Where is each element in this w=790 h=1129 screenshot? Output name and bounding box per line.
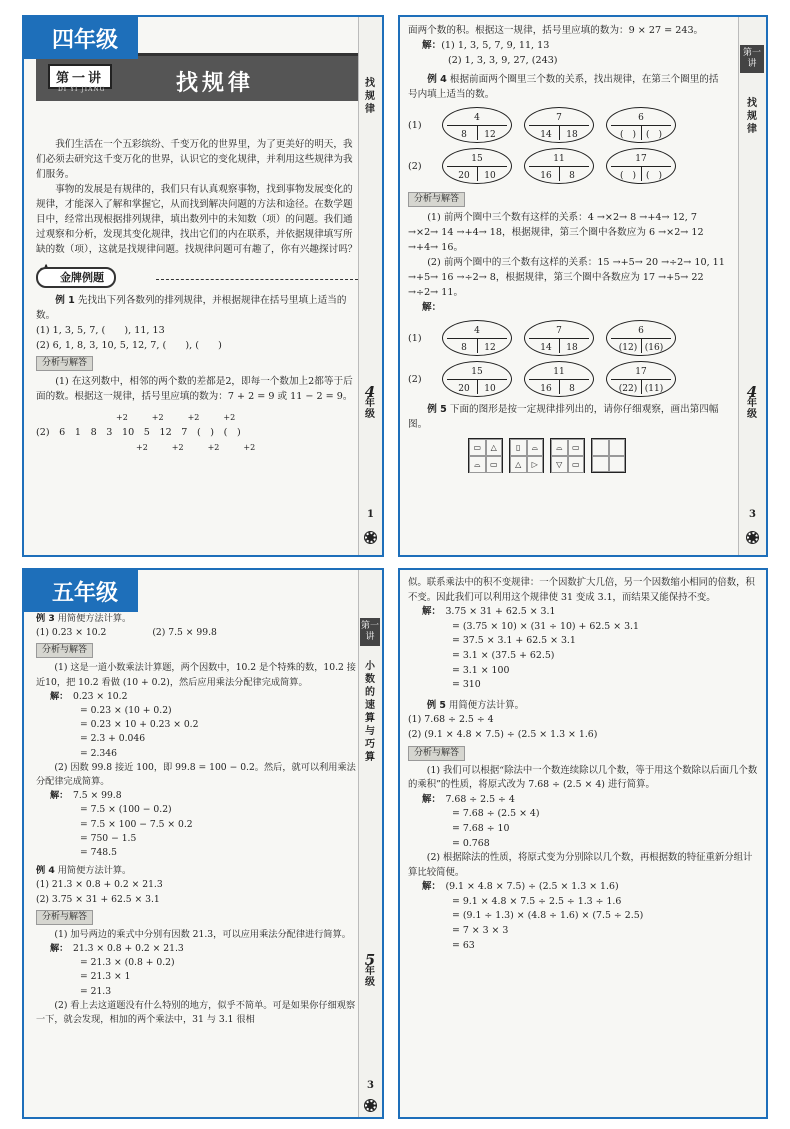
solution-step: = (9.1 ÷ 1.3) × (4.8 ÷ 1.6) × (7.5 ÷ 2.5): [452, 910, 644, 922]
solution-label: 解：: [422, 881, 446, 893]
grade-mark-label: 年级: [747, 398, 757, 420]
lecture-pinyin: DI YI JIANG: [58, 86, 106, 93]
oval-value: 11: [553, 154, 565, 164]
solution-step: = 37.5 × 3.1 + 62.5 × 3.1: [452, 635, 576, 647]
analysis-tag: 分析与解答: [36, 643, 93, 658]
oval-value: 16: [540, 171, 552, 181]
oval-value: 15: [471, 154, 483, 164]
solution-step: = 2.346: [80, 747, 117, 759]
solution-label: 解：: [422, 793, 446, 805]
example-label: 例 5: [426, 699, 446, 711]
grade-mark: [362, 951, 378, 988]
oval-value: 16: [540, 384, 552, 394]
question: (1) 7.68 ÷ 2.5 ÷ 4: [408, 714, 494, 726]
solution-step: = (3.75 × 10) × (31 ÷ 10) + 62.5 × 3.1: [452, 620, 639, 632]
oval-value: (22): [618, 384, 638, 394]
oval-value: 11: [553, 367, 565, 377]
solution-block: [408, 605, 758, 693]
text-paragraph: 似。联系乘法中的积不变规律：一个因数扩大几倍，另一个因数缩小相同的倍数，积不变。因此我们可以利用这个规律使 31 变成 3.1，而结果又能保持不变。: [408, 577, 755, 603]
answer-paragraph: (2) 前两个圈中的三个数有这样的关系：15 →+5→ 20 →÷2→ 10, 11 →+5→ 16 →÷2→ 8，根据规律，第三个圈中各数应为 17 →+5→ 22 →÷2→ 11。: [408, 257, 725, 298]
number-oval: [606, 148, 676, 184]
side-strip: [738, 17, 766, 555]
oval-value: 20: [458, 384, 470, 394]
oval-row: [408, 361, 726, 397]
gear-icon: [747, 532, 758, 543]
oval-value: 7: [556, 113, 562, 123]
page-body: [36, 137, 358, 461]
page-number: 3: [749, 509, 756, 520]
oval-value: 8: [461, 343, 467, 353]
pattern-box: ▯ ⌓ △ ▷: [509, 438, 544, 473]
number-oval: [442, 361, 512, 397]
page-panel-grade4-p3: [398, 15, 768, 557]
text-line: (1) 1, 3, 5, 7, 9, 11, 13: [441, 40, 550, 51]
oval-value: 18: [566, 130, 578, 140]
solution-step: = 748.5: [80, 847, 117, 859]
solution-label: 解：: [50, 690, 73, 702]
solution-label: 解：: [422, 606, 446, 618]
oval-value: 15: [471, 367, 483, 377]
oval-value: 20: [458, 171, 470, 181]
number-oval: [442, 320, 512, 356]
answer-paragraph: (1) 加号两边的乘式中分别有因数 21.3，可以应用乘法分配律进行简算。: [54, 928, 351, 940]
section-banner: [36, 265, 358, 289]
row-label: (1): [408, 332, 422, 344]
side-title: 找规律: [747, 98, 757, 135]
solution-step: = 7 × 3 × 3: [452, 925, 509, 937]
example-label: 例 1: [55, 295, 75, 306]
solution-step: = 7.5 × 100 − 7.5 × 0.2: [80, 818, 193, 830]
grade-tab: 四年级: [24, 17, 138, 59]
pattern-box: ⌓ ▭ ▽ ▭: [550, 438, 585, 473]
example-text: 先找出下列各数列的排列规律，并根据规律在括号里填上适当的数。: [36, 295, 347, 321]
page-panel-grade5-p3: [22, 568, 384, 1119]
text-line: 面两个数的积。根据这一规律，括号里应填的数为：9 × 27 = 243。: [408, 25, 704, 36]
number-oval: [524, 320, 594, 356]
solution-step: = 21.3 × 1: [80, 971, 131, 983]
solution-step: = 7.5 × (100 − 0.2): [80, 804, 172, 816]
solution-step: = 2.3 + 0.046: [80, 733, 146, 745]
gear-icon: [365, 532, 376, 543]
page-body: [408, 23, 726, 473]
oval-row: [408, 320, 726, 356]
side-title: 小数的速算与巧算: [365, 661, 375, 763]
divider: [156, 279, 358, 280]
answer-paragraph: (1) 在这列数中，相邻的两个数的差都是2，即每一个数加上2都等于后面的数。根据这一规律，括号里应填的数为：7 + 2 = 9 或 11 − 2 = 9。: [36, 376, 353, 402]
page-body: [408, 576, 758, 953]
solution-step: = 7.68 ÷ (2.5 × 4): [452, 808, 540, 820]
row-label: (1): [408, 119, 422, 131]
grade-tab: 五年级: [24, 570, 138, 612]
solution-step: = 310: [452, 679, 481, 691]
solution-step: 解： 21.3 × 0.8 + 0.2 × 21.3: [50, 943, 184, 955]
question: (2) (9.1 × 4.8 × 7.5) ÷ (2.5 × 1.3 × 1.6): [408, 728, 598, 740]
solution-step: 解： 7.68 ÷ 2.5 ÷ 4: [422, 793, 515, 805]
page-number: 1: [367, 509, 374, 520]
pattern-box-blank: [591, 438, 626, 473]
solution-block: [408, 880, 758, 953]
solution-step: 解： 0.23 × 10.2: [50, 690, 128, 702]
question: (2) 3.75 × 31 + 62.5 × 3.1: [36, 893, 160, 905]
side-title: 找规律: [365, 78, 375, 115]
grade-mark: [744, 383, 760, 420]
example-text: 下面的图形是按一定规律排列出的，请你仔细观察，画出第四幅图。: [408, 404, 719, 430]
grade-number: 5: [364, 951, 376, 969]
answer-paragraph: (2) 因数 99.8 接近 100，即 99.8 = 100 − 0.2。然后，就可以利用乘法分配律完成简算。: [36, 761, 356, 788]
example-text: 用简便方法计算。: [57, 613, 132, 624]
number-oval: [606, 320, 676, 356]
solution-step: = 21.3 × (0.8 + 0.2): [80, 957, 175, 969]
oval-value: 4: [474, 326, 480, 336]
lecture-chip: 第一讲: [740, 45, 764, 73]
solution-block: [36, 690, 358, 761]
solution-step: 解： 7.5 × 99.8: [50, 790, 122, 802]
page-panel-grade4-p1: [22, 15, 384, 557]
number-oval: [442, 148, 512, 184]
answer-paragraph: (1) 这是一道小数乘法计算题，两个因数中，10.2 是个特殊的数，10.2 接近10，把 10.2 看做 (10 + 0.2)，然后应用乘法分配律完成简算。: [36, 662, 356, 688]
sequence-row: (2) 6 1 8 3 10 5 12 7 ( ) ( ): [36, 427, 241, 438]
oval-value: ( ): [645, 171, 663, 181]
number-oval: [524, 361, 594, 397]
answer-paragraph: (2) 根据除法的性质，将原式变为分别除以几个数，再根据数的特征重新分组计算比较简便。: [408, 852, 753, 878]
number-oval: [524, 148, 594, 184]
example-label: 例 3: [36, 613, 55, 624]
question: (2) 6, 1, 8, 3, 10, 5, 12, 7, ( ), ( ): [36, 340, 222, 351]
oval-value: (16): [644, 343, 664, 353]
grade-number: 4: [364, 383, 376, 401]
solution-step: = 7.68 ÷ 10: [452, 822, 510, 834]
side-strip: [358, 17, 382, 555]
oval-value: 4: [474, 113, 480, 123]
question: (1) 21.3 × 0.8 + 0.2 × 21.3: [36, 879, 163, 891]
solution-step: = 0.23 × 10 + 0.23 × 0.2: [80, 719, 199, 731]
arrow-labels-top: +2 +2 +2 +2: [116, 413, 236, 422]
gear-icon: [365, 1100, 376, 1111]
solution-step: = 63: [452, 939, 475, 951]
solution-label: 解：: [50, 943, 73, 955]
banner-label: 金牌例题: [36, 267, 116, 288]
lecture-label: 第一讲: [48, 64, 112, 89]
solution-step: = 21.3: [80, 985, 112, 997]
oval-value: (12): [618, 343, 638, 353]
number-oval: [524, 107, 594, 143]
solution-block: [36, 789, 358, 860]
answer-paragraph: (1) 我们可以根据“除法中一个数连续除以几个数，等于用这个数除以后面几个数的乘积”的性质，将原式改为 7.68 ÷ (2.5 × 4) 进行简算。: [408, 764, 758, 791]
answer-paragraph: (2) 看上去这道题没有什么特别的地方，似乎不简单。可是如果你仔细观察一下，就会发现，相加的两个乘法中，31 与 3.1 很相: [36, 999, 356, 1026]
text-line: (2) 1, 3, 3, 9, 27, (243): [448, 55, 558, 66]
number-oval: [606, 361, 676, 397]
oval-value: 18: [566, 343, 578, 353]
solution-label: 解：: [422, 40, 442, 51]
page-title: 找规律: [176, 71, 255, 96]
page-panel-grade5-p4: [398, 568, 768, 1119]
lecture-chip: 第一讲: [360, 618, 380, 646]
oval-value: 6: [638, 113, 644, 123]
intro-paragraph: 事物的发展是有规律的，我们只有认真观察事物，找到事物发展变化的规律，才能深入了解和掌握它，从而找到解决问题的方法和途径。在数学题目中，经常出现根据排列规律，填出数列中的未知数（项）的问题。我们通过观察和分析，发现其变化规律，找出它们的内在联系，并依据规律填写所缺的数（项），这就是找规律问题。找规律问题可有趣了，你有兴趣探讨吗？: [36, 184, 358, 255]
solution-step: = 750 − 1.5: [80, 832, 137, 844]
oval-row: [408, 148, 726, 184]
oval-value: 7: [556, 326, 562, 336]
oval-value: 14: [540, 130, 552, 140]
analysis-tag: 分析与解答: [408, 746, 465, 761]
oval-value: ( ): [645, 130, 663, 140]
oval-value: 14: [540, 343, 552, 353]
solution-step: = 3.1 × 100: [452, 664, 510, 676]
oval-value: 6: [638, 326, 644, 336]
oval-value: 17: [635, 367, 647, 377]
oval-value: 8: [569, 171, 575, 181]
question: (1) 1, 3, 5, 7, ( ), 11, 13: [36, 325, 165, 336]
analysis-tag: 分析与解答: [36, 356, 93, 371]
pattern-figures: [468, 438, 726, 473]
oval-value: 10: [484, 171, 496, 181]
example-label: 例 5: [427, 404, 447, 415]
grade-mark: [362, 383, 378, 420]
grade-mark-label: 年级: [365, 398, 375, 420]
pattern-box: ▭ △ ⌓ ▭: [468, 438, 503, 473]
solution-block: [408, 793, 758, 851]
intro-paragraph: 我们生活在一个五彩缤纷、千变万化的世界里，为了更美好的明天，我们必须去研究这千变万化的世界，认识它的变化规律，并利用这些规律为我们服务。: [36, 139, 353, 180]
analysis-tag: 分析与解答: [36, 910, 93, 925]
oval-row: [408, 107, 726, 143]
solution-step: = 9.1 × 4.8 × 7.5 ÷ 2.5 ÷ 1.3 ÷ 1.6: [452, 895, 622, 907]
solution-step: = 3.1 × (37.5 + 62.5): [452, 649, 555, 661]
question: (1) 0.23 × 10.2 (2) 7.5 × 99.8: [36, 627, 217, 639]
oval-value: (11): [644, 384, 664, 394]
number-oval: [606, 107, 676, 143]
solution-label: 解：: [422, 302, 442, 313]
arrow-labels-bottom: +2 +2 +2 +2: [136, 443, 256, 452]
grade-number: 4: [746, 383, 758, 401]
solution-step: 解： 3.75 × 31 + 62.5 × 3.1: [422, 606, 556, 618]
page-number: 3: [367, 1080, 374, 1091]
oval-value: 12: [484, 343, 496, 353]
solution-step: = 0.23 × (10 + 0.2): [80, 705, 172, 717]
analysis-tag: 分析与解答: [408, 192, 465, 207]
oval-value: 12: [484, 130, 496, 140]
page-body: [36, 612, 358, 1027]
oval-value: 10: [484, 384, 496, 394]
oval-value: 8: [461, 130, 467, 140]
example-text: 根据前面两个圈里三个数的关系，找出规律，在第三个圈里的括号内填上适当的数。: [408, 74, 719, 100]
row-label: (2): [408, 160, 422, 172]
answer-paragraph: (1) 前两个圈中三个数有这样的关系：4 →×2→ 8 →+4→ 12, 7 →×2→ 14 →+4→ 18，根据规律，第三个圈中各数应为 6 →×2→ 12 →+4→ 16。: [408, 212, 704, 253]
row-label: (2): [408, 373, 422, 385]
number-oval: [442, 107, 512, 143]
grade-mark-label: 年级: [365, 966, 375, 988]
solution-step: = 0.768: [452, 837, 490, 849]
oval-value: 8: [569, 384, 575, 394]
side-strip: [358, 570, 382, 1117]
oval-value: ( ): [619, 130, 637, 140]
oval-value: 17: [635, 154, 647, 164]
solution-label: 解：: [50, 790, 73, 802]
oval-value: ( ): [619, 171, 637, 181]
solution-step: 解： (9.1 × 4.8 × 7.5) ÷ (2.5 × 1.3 × 1.6): [422, 881, 619, 893]
example-label: 例 4: [427, 74, 447, 85]
example-text: 用简便方法计算。: [57, 865, 132, 877]
lecture-header: [36, 53, 358, 101]
example-text: 用简便方法计算。: [448, 699, 524, 711]
solution-block: [36, 942, 358, 999]
example-label: 例 4: [36, 865, 55, 877]
